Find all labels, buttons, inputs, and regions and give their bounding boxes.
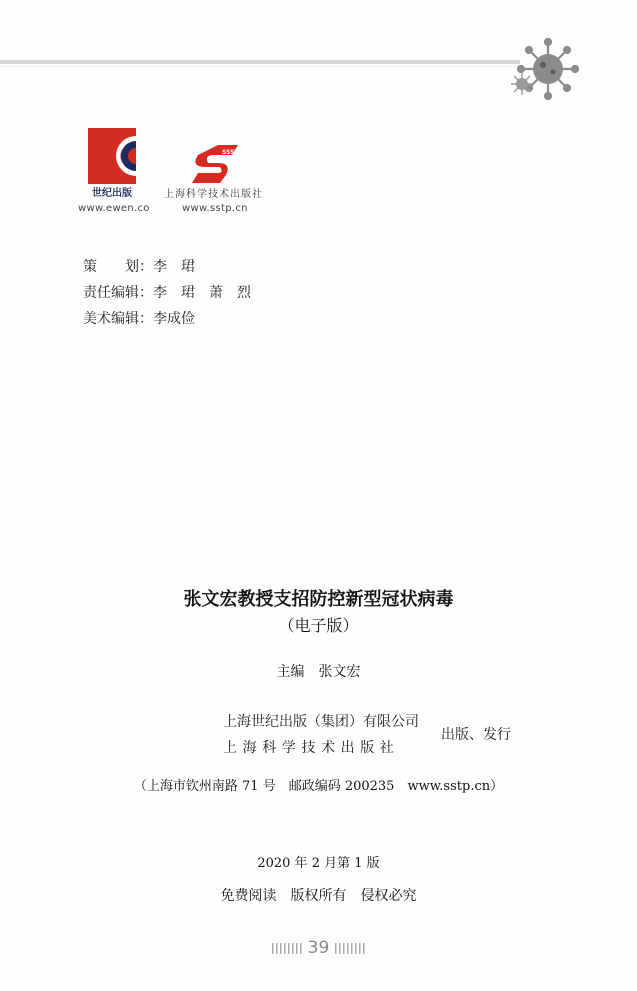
header-rule-thin	[0, 66, 520, 67]
credit-row-planning	[83, 256, 195, 276]
edition-date: 2020 年 2 月第 1 版	[257, 856, 380, 871]
logo1-url: www.ewen.co	[78, 203, 150, 214]
page-number: 39	[307, 938, 330, 958]
logo2-url: www.sstp.cn	[182, 203, 248, 214]
header-rule	[0, 60, 520, 64]
credit-role: 美术编辑：	[83, 311, 153, 327]
book-title: 张文宏教授支招防控新型冠状病毒	[183, 589, 454, 610]
credit-names: 李成俭	[153, 311, 195, 327]
virus-small-icon	[510, 72, 534, 96]
credit-names: 李 珺 萧 烈	[153, 285, 251, 301]
credit-row-art-editor	[83, 308, 195, 328]
chief-editor: 主编 张文宏	[276, 664, 361, 680]
credit-row-editor	[83, 282, 251, 302]
page-number-footer	[0, 938, 637, 958]
tick-decoration-left	[272, 943, 302, 954]
century-publishing-logo	[88, 128, 136, 198]
credit-role: 责任编辑：	[83, 285, 153, 301]
tick-decoration-right	[335, 943, 365, 954]
sstp-logo	[188, 143, 243, 185]
edition-note: （电子版）	[278, 616, 359, 635]
rights-statement: 免费阅读 版权所有 侵权必究	[220, 888, 417, 904]
publisher-address: （上海市钦州南路 71 号 邮政编码 200235 www.sstp.cn）	[133, 779, 504, 794]
publisher-role: 出版、发行	[441, 727, 511, 743]
credit-names: 李 珺	[153, 259, 195, 275]
credit-role: 策 划：	[83, 259, 153, 275]
publisher-line-1: 上海世纪出版（集团）有限公司	[223, 714, 419, 730]
logo2-emblem: SSSTP	[222, 149, 243, 156]
publisher-line-2: 上海科学技术出版社	[223, 740, 400, 756]
logo1-name: 世纪出版	[92, 188, 132, 199]
logo2-name: 上海科学技术出版社	[164, 189, 263, 200]
